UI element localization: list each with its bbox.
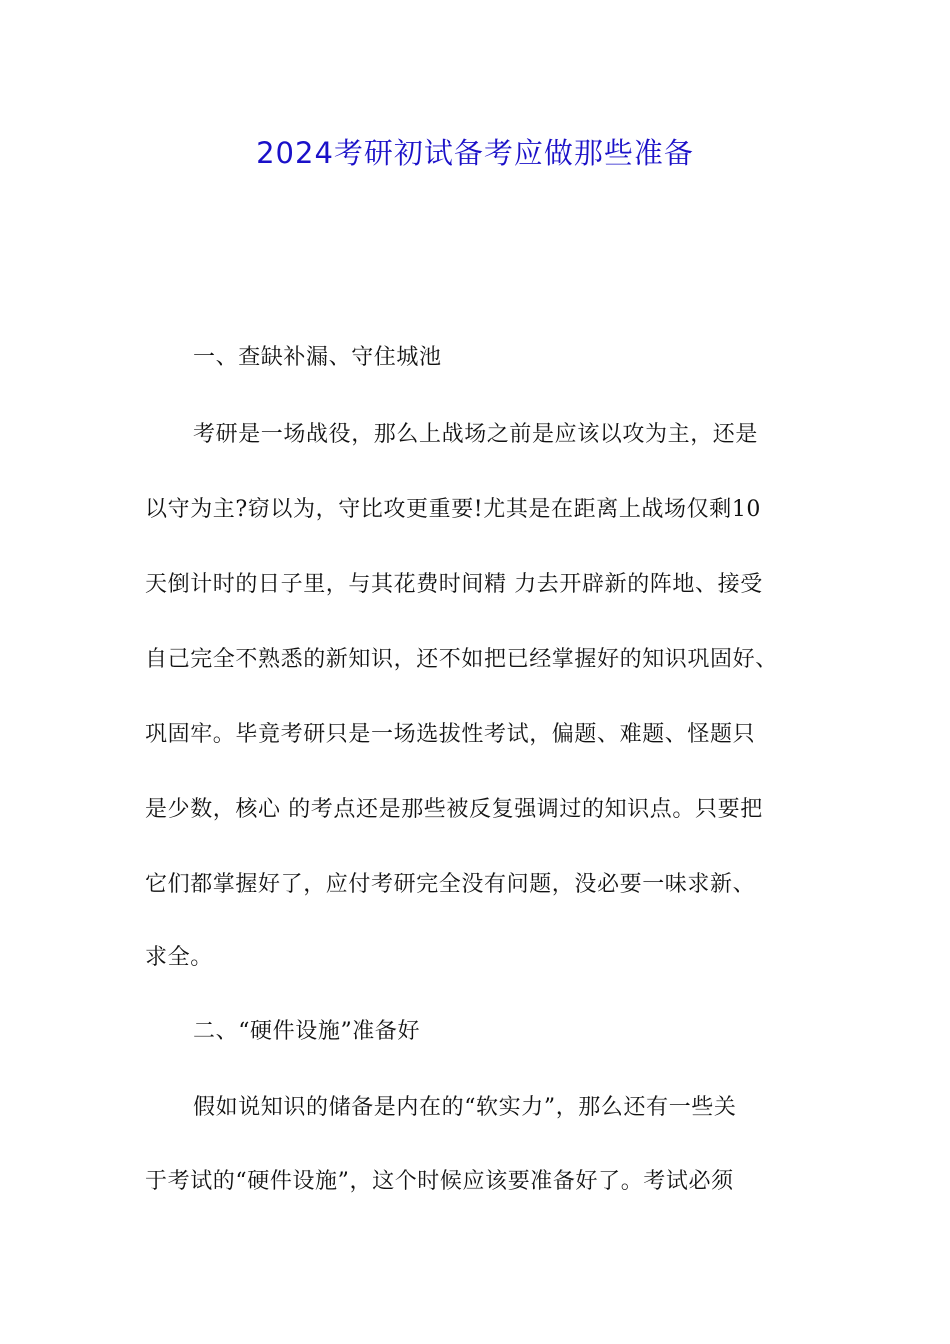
paragraph-line: 求全。 <box>145 945 213 970</box>
paragraph-line: 考研是一场战役，那么上战场之前是应该以攻为主，还是 <box>193 422 759 447</box>
document-title: 2024考研初试备考应做那些准备 <box>256 136 694 170</box>
section-heading-1: 一、查缺补漏、守住城池 <box>193 345 442 370</box>
paragraph-line: 巩固牢。毕竟考研只是一场选拔性考试，偏题、难题、怪题只 <box>145 722 756 747</box>
paragraph-line: 以守为主?窃以为，守比攻更重要!尤其是在距离上战场仅剩10 <box>145 497 762 522</box>
paragraph-line: 自己完全不熟悉的新知识，还不如把已经掌握好的知识巩固好、 <box>145 647 778 672</box>
paragraph-line: 假如说知识的储备是内在的“软实力”，那么还有一些关 <box>193 1095 737 1120</box>
paragraph-line: 它们都掌握好了，应付考研完全没有问题，没必要一味求新、 <box>145 872 756 897</box>
section-heading-2: 二、“硬件设施”准备好 <box>193 1019 421 1044</box>
paragraph-line: 天倒计时的日子里，与其花费时间精 力去开辟新的阵地、接受 <box>145 572 763 597</box>
paragraph-line: 于考试的“硬件设施”，这个时候应该要准备好了。考试必须 <box>145 1169 734 1194</box>
paragraph-line: 是少数，核心 的考点还是那些被反复强调过的知识点。只要把 <box>145 797 763 822</box>
